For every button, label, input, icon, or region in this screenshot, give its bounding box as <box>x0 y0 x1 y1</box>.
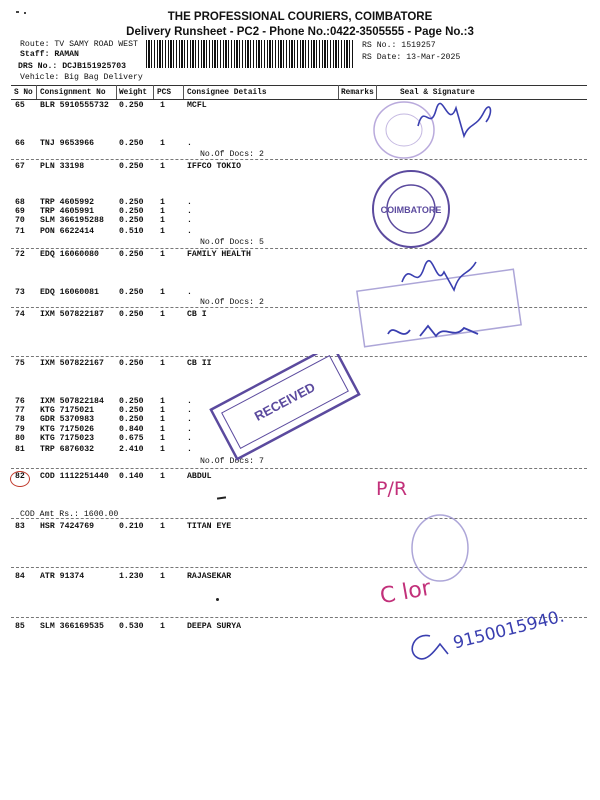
consignee-name: . <box>187 198 192 207</box>
consignment-number: GDR 5370983 <box>40 415 95 424</box>
row-weight: 0.675 <box>119 434 144 443</box>
rs-number: RS No.: 1519257 <box>362 41 436 50</box>
consignee-name: . <box>187 216 192 225</box>
col-weight: Weight <box>119 89 148 97</box>
rs-date: RS Date: 13-Mar-2025 <box>362 53 461 62</box>
row-weight: 1.230 <box>119 572 144 581</box>
row-weight: 0.250 <box>119 216 144 225</box>
consignment-number: BLR 5910555732 <box>40 101 109 110</box>
staff: Staff: RAMAN <box>20 50 79 59</box>
signature <box>396 252 482 305</box>
col-divider <box>116 85 117 99</box>
row-pcs: 1 <box>160 359 165 368</box>
consignment-number: HSR 7424769 <box>40 522 95 531</box>
row-pcs: 1 <box>160 472 165 481</box>
consignee-name: . <box>187 406 192 415</box>
row-weight: 0.250 <box>119 207 144 216</box>
row-sno: 78 <box>15 415 25 424</box>
row-sno: 76 <box>15 397 25 406</box>
signature <box>400 628 456 669</box>
pen-mark <box>216 598 219 601</box>
consignee-name: . <box>187 227 192 236</box>
row-pcs: 1 <box>160 216 165 225</box>
handwritten-phone: 9150015940. <box>451 606 567 654</box>
consignment-number: SLM 366169535 <box>40 622 104 631</box>
row-sno: 81 <box>15 445 25 454</box>
col-divider <box>36 85 37 99</box>
consignment-number: IXM 507822187 <box>40 310 104 319</box>
row-pcs: 1 <box>160 572 165 581</box>
consignee-name: . <box>187 415 192 424</box>
row-sno: 72 <box>15 250 25 259</box>
consignee-name: DEEPA SURYA <box>187 622 242 631</box>
docs-count: No.Of Docs: 7 <box>200 457 264 466</box>
consignee-name: TITAN EYE <box>187 522 232 531</box>
consignment-number: KTG 7175023 <box>40 434 95 443</box>
group-divider <box>11 567 587 568</box>
svg-text:COIMBATORE: COIMBATORE <box>380 205 442 215</box>
group-divider <box>11 248 587 249</box>
received-stamp <box>200 354 366 464</box>
consignment-number: PLN 33198 <box>40 162 85 171</box>
row-sno: 70 <box>15 216 25 225</box>
row-sno: 82 <box>15 472 25 481</box>
row-pcs: 1 <box>160 227 165 236</box>
row-sno: 79 <box>15 425 25 434</box>
row-pcs: 1 <box>160 622 165 631</box>
row-sno: 74 <box>15 310 25 319</box>
consignment-number: SLM 366195288 <box>40 216 104 225</box>
col-consignee: Consignee Details <box>187 89 267 97</box>
docs-count: No.Of Docs: 2 <box>200 298 264 307</box>
row-pcs: 1 <box>160 207 165 216</box>
row-pcs: 1 <box>160 288 165 297</box>
row-weight: 2.410 <box>119 445 144 454</box>
consignment-number: EDQ 16060081 <box>40 288 99 297</box>
row-sno: 84 <box>15 572 25 581</box>
consignee-name: . <box>187 434 192 443</box>
handwritten-clor: C lor <box>378 575 433 610</box>
row-pcs: 1 <box>160 250 165 259</box>
row-weight: 0.250 <box>119 288 144 297</box>
col-consignment: Consignment No <box>40 89 106 97</box>
consignee-name: CB II <box>187 359 212 368</box>
row-sno: 85 <box>15 622 25 631</box>
row-pcs: 1 <box>160 415 165 424</box>
signature <box>412 92 496 149</box>
consignee-name: IFFCO TOKIO <box>187 162 242 171</box>
signature <box>384 318 484 351</box>
row-weight: 0.250 <box>119 415 144 424</box>
consignee-name: MCFL <box>187 101 207 110</box>
row-pcs: 1 <box>160 445 165 454</box>
row-pcs: 1 <box>160 406 165 415</box>
consignment-number: TNJ 9653966 <box>40 139 95 148</box>
drs-number: DRS No.: DCJB151925703 <box>18 62 127 71</box>
row-weight: 0.250 <box>119 310 144 319</box>
consignment-number: IXM 507822184 <box>40 397 104 406</box>
group-divider <box>11 617 587 618</box>
consignment-number: COD 1112251440 <box>40 472 109 481</box>
row-sno: 66 <box>15 139 25 148</box>
vehicle: Vehicle: Big Bag Delivery <box>20 73 143 82</box>
row-weight: 0.250 <box>119 198 144 207</box>
iffco-stamp <box>370 168 452 250</box>
consignee-name: FAMILY HEALTH <box>187 250 251 259</box>
row-weight: 0.210 <box>119 522 144 531</box>
col-divider <box>183 85 184 99</box>
row-sno: 80 <box>15 434 25 443</box>
col-divider <box>153 85 154 99</box>
row-weight: 0.840 <box>119 425 144 434</box>
col-seal: Seal & Signature <box>400 89 475 97</box>
docs-count: No.Of Docs: 2 <box>200 150 264 159</box>
consignment-number: PON 6622414 <box>40 227 95 236</box>
group-divider <box>11 468 587 469</box>
cod-amount: COD Amt Rs.: 1600.00 <box>20 510 119 519</box>
consignee-name: . <box>187 425 192 434</box>
route: Route: TV SAMY ROAD WEST <box>20 40 138 49</box>
row-pcs: 1 <box>160 397 165 406</box>
consignee-name: ABDUL <box>187 472 212 481</box>
consignment-number: TRP 4605991 <box>40 207 95 216</box>
row-weight: 0.510 <box>119 227 144 236</box>
consignee-name: . <box>187 207 192 216</box>
consignee-name: . <box>187 139 192 148</box>
row-sno: 83 <box>15 522 25 531</box>
row-weight: 0.250 <box>119 359 144 368</box>
row-pcs: 1 <box>160 310 165 319</box>
row-weight: 0.250 <box>119 162 144 171</box>
titan-stamp <box>408 512 472 584</box>
consignee-name: RAJASEKAR <box>187 572 232 581</box>
row-sno: 73 <box>15 288 25 297</box>
company-name: THE PROFESSIONAL COURIERS, COIMBATORE <box>167 11 433 23</box>
col-divider <box>338 85 339 99</box>
row-weight: 0.140 <box>119 472 144 481</box>
row-sno: 68 <box>15 198 25 207</box>
pen-mark <box>217 496 226 499</box>
consignment-number: IXM 507822167 <box>40 359 104 368</box>
consignment-number: TRP 6876032 <box>40 445 95 454</box>
row-pcs: 1 <box>160 162 165 171</box>
row-sno: 71 <box>15 227 25 236</box>
row-weight: 0.250 <box>119 397 144 406</box>
row-weight: 0.250 <box>119 139 144 148</box>
cod-highlight-circle <box>10 471 30 487</box>
consignee-name: . <box>187 288 192 297</box>
row-pcs: 1 <box>160 101 165 110</box>
col-remarks: Remarks <box>341 89 374 97</box>
header-bottom-rule <box>11 99 587 100</box>
svg-text:RECEIVED: RECEIVED <box>251 379 318 424</box>
col-sno: S No <box>14 89 33 97</box>
row-pcs: 1 <box>160 425 165 434</box>
row-sno: 69 <box>15 207 25 216</box>
row-sno: 65 <box>15 101 25 110</box>
consignee-name: CB I <box>187 310 207 319</box>
row-pcs: 1 <box>160 198 165 207</box>
consignee-name: . <box>187 397 192 406</box>
barcode <box>146 40 354 68</box>
group-divider <box>11 159 587 160</box>
consignee-name: . <box>187 445 192 454</box>
consignment-number: EDQ 16060080 <box>40 250 99 259</box>
consignment-number: KTG 7175026 <box>40 425 95 434</box>
row-weight: 0.250 <box>119 101 144 110</box>
row-weight: 0.530 <box>119 622 144 631</box>
header-top-rule <box>11 85 587 86</box>
row-pcs: 1 <box>160 522 165 531</box>
col-divider <box>376 85 377 99</box>
docs-count: No.Of Docs: 5 <box>200 238 264 247</box>
row-weight: 0.250 <box>119 406 144 415</box>
row-sno: 75 <box>15 359 25 368</box>
handwritten-pr: P/R <box>376 478 408 500</box>
row-weight: 0.250 <box>119 250 144 259</box>
consignment-number: KTG 7175021 <box>40 406 95 415</box>
row-sno: 67 <box>15 162 25 171</box>
runsheet-title: Delivery Runsheet - PC2 - Phone No.:0422-3505555 - Page No.:3 <box>126 26 474 38</box>
row-sno: 77 <box>15 406 25 415</box>
col-pcs: PCS <box>157 89 172 97</box>
row-pcs: 1 <box>160 139 165 148</box>
row-pcs: 1 <box>160 434 165 443</box>
consignment-number: TRP 4605992 <box>40 198 95 207</box>
consignment-number: ATR 91374 <box>40 572 85 581</box>
